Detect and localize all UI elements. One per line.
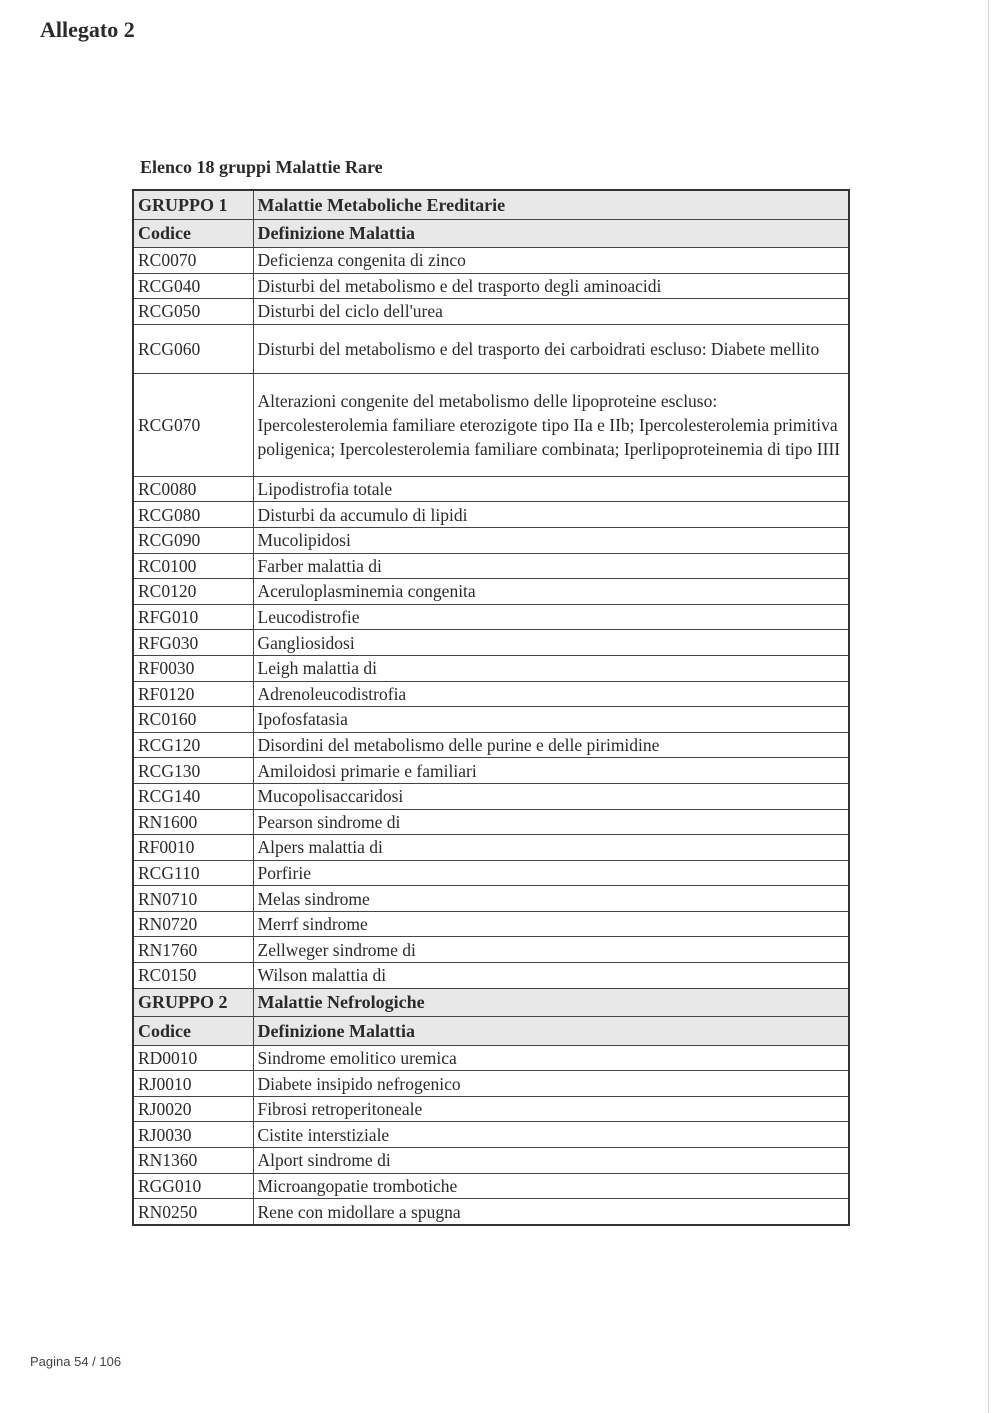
table-row — [133, 1122, 849, 1148]
disease-definition: Disturbi da accumulo di lipidi — [253, 502, 849, 528]
table-body — [133, 190, 849, 1225]
table-row — [133, 860, 849, 886]
disease-definition: Porfirie — [253, 860, 849, 886]
table-row — [133, 963, 849, 989]
disease-definition: Leucodistrofie — [253, 604, 849, 630]
disease-code: RCG050 — [133, 299, 253, 325]
table-row — [133, 758, 849, 784]
disease-code: RN0720 — [133, 911, 253, 937]
disease-code: RN1760 — [133, 937, 253, 963]
group-name: Malattie Metaboliche Ereditarie — [253, 190, 849, 219]
table-row — [133, 1096, 849, 1122]
table-row — [133, 911, 849, 937]
disease-definition: Cistite interstiziale — [253, 1122, 849, 1148]
table-row — [133, 783, 849, 809]
disease-code: RFG030 — [133, 630, 253, 656]
disease-definition: Microangopatie trombotiche — [253, 1173, 849, 1199]
disease-definition: Deficienza congenita di zinco — [253, 248, 849, 274]
table-row — [133, 886, 849, 912]
disease-definition: Lipodistrofia totale — [253, 476, 849, 502]
disease-code: RC0100 — [133, 553, 253, 579]
disease-definition: Fibrosi retroperitoneale — [253, 1096, 849, 1122]
table-row — [133, 579, 849, 605]
table-row — [133, 324, 849, 373]
table-row — [133, 273, 849, 299]
table-row — [133, 502, 849, 528]
table-row — [133, 835, 849, 861]
disease-code: RFG010 — [133, 604, 253, 630]
disease-code: RC0080 — [133, 476, 253, 502]
disease-code: RCG120 — [133, 732, 253, 758]
disease-definition: Farber malattia di — [253, 553, 849, 579]
disease-code: RCG140 — [133, 783, 253, 809]
disease-definition: Gangliosidosi — [253, 630, 849, 656]
disease-definition: Alpers malattia di — [253, 835, 849, 861]
table-row — [133, 681, 849, 707]
disease-code: RN0250 — [133, 1199, 253, 1225]
table-row — [133, 299, 849, 325]
table-row — [133, 707, 849, 733]
table-row — [133, 732, 849, 758]
table-row — [133, 1199, 849, 1225]
group-header-row — [133, 190, 849, 219]
table-row — [133, 1045, 849, 1071]
disease-code: RC0070 — [133, 248, 253, 274]
table-row — [133, 527, 849, 553]
code-column-header: Codice — [133, 219, 253, 248]
disease-definition: Melas sindrome — [253, 886, 849, 912]
disease-code: RN0710 — [133, 886, 253, 912]
disease-code: RN1360 — [133, 1148, 253, 1174]
column-header-row — [133, 219, 849, 248]
disease-code: RC0120 — [133, 579, 253, 605]
disease-definition: Disturbi del metabolismo e del trasporto degli aminoacidi — [253, 273, 849, 299]
disease-definition: Pearson sindrome di — [253, 809, 849, 835]
group-label: GRUPPO 1 — [133, 190, 253, 219]
disease-code: RCG060 — [133, 324, 253, 373]
disease-code: RCG130 — [133, 758, 253, 784]
disease-definition: Leigh malattia di — [253, 655, 849, 681]
disease-definition: Aceruloplasminemia congenita — [253, 579, 849, 605]
definition-column-header: Definizione Malattia — [253, 1017, 849, 1046]
disease-code: RJ0020 — [133, 1096, 253, 1122]
disease-definition: Amiloidosi primarie e familiari — [253, 758, 849, 784]
disease-code: RJ0010 — [133, 1071, 253, 1097]
disease-code: RGG010 — [133, 1173, 253, 1199]
table-row — [133, 604, 849, 630]
document-subtitle: Elenco 18 gruppi Malattie Rare — [140, 157, 383, 177]
disease-definition: Mucolipidosi — [253, 527, 849, 553]
disease-code: RF0030 — [133, 655, 253, 681]
disease-definition: Sindrome emolitico uremica — [253, 1045, 849, 1071]
disease-definition: Alport sindrome di — [253, 1148, 849, 1174]
disease-definition: Disordini del metabolismo delle purine e delle pirimidine — [253, 732, 849, 758]
table-row — [133, 373, 849, 476]
disease-code: RCG080 — [133, 502, 253, 528]
disease-code: RF0010 — [133, 835, 253, 861]
disease-definition: Adrenoleucodistrofia — [253, 681, 849, 707]
allegato-title: Allegato 2 — [40, 17, 135, 42]
disease-code: RCG110 — [133, 860, 253, 886]
table-row — [133, 248, 849, 274]
group-label: GRUPPO 2 — [133, 988, 253, 1017]
rare-diseases-table — [132, 189, 850, 1226]
table-row — [133, 476, 849, 502]
disease-definition: Zellweger sindrome di — [253, 937, 849, 963]
disease-definition: Wilson malattia di — [253, 963, 849, 989]
page-number: Pagina 54 / 106 — [30, 1354, 122, 1369]
disease-code: RD0010 — [133, 1045, 253, 1071]
page-edge-line — [988, 0, 989, 1413]
disease-code: RCG070 — [133, 373, 253, 476]
disease-definition: Mucopolisaccaridosi — [253, 783, 849, 809]
table-row — [133, 553, 849, 579]
disease-code: RC0150 — [133, 963, 253, 989]
disease-code: RC0160 — [133, 707, 253, 733]
disease-definition: Disturbi del metabolismo e del trasporto dei carboidrati escluso: Diabete mellito — [253, 324, 849, 373]
disease-definition: Ipofosfatasia — [253, 707, 849, 733]
disease-code: RCG090 — [133, 527, 253, 553]
code-column-header: Codice — [133, 1017, 253, 1046]
disease-definition: Alterazioni congenite del metabolismo delle lipoproteine escluso: Ipercolesterolemia familiare eterozigote tipo IIa e IIb; Ipercolesterolemia primitiva poligenica; Ipercolesterolemia familiare combinata; Iperlipoproteinemia di tipo IIII — [253, 373, 849, 476]
table-row — [133, 809, 849, 835]
table-row — [133, 1071, 849, 1097]
table-row — [133, 937, 849, 963]
disease-definition: Diabete insipido nefrogenico — [253, 1071, 849, 1097]
table-row — [133, 630, 849, 656]
disease-definition: Merrf sindrome — [253, 911, 849, 937]
group-name: Malattie Nefrologiche — [253, 988, 849, 1017]
disease-definition: Disturbi del ciclo dell'urea — [253, 299, 849, 325]
table-row — [133, 1173, 849, 1199]
group-header-row — [133, 988, 849, 1017]
disease-code: RCG040 — [133, 273, 253, 299]
disease-code: RN1600 — [133, 809, 253, 835]
table-row — [133, 1148, 849, 1174]
column-header-row — [133, 1017, 849, 1046]
disease-code: RJ0030 — [133, 1122, 253, 1148]
disease-definition: Rene con midollare a spugna — [253, 1199, 849, 1225]
definition-column-header: Definizione Malattia — [253, 219, 849, 248]
table-row — [133, 655, 849, 681]
disease-code: RF0120 — [133, 681, 253, 707]
